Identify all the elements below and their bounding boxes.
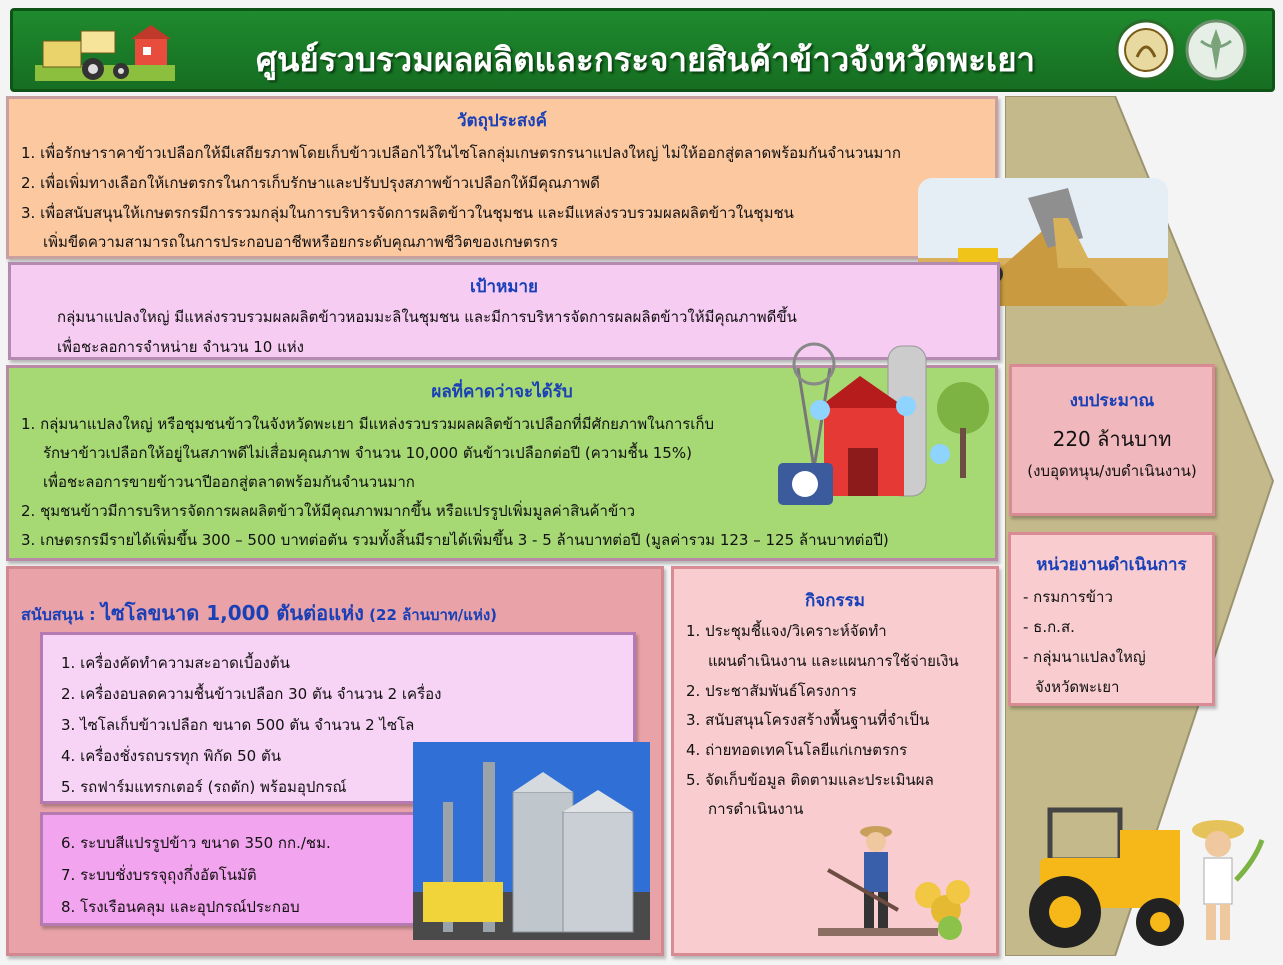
target-title: เป้าหมาย <box>469 277 539 297</box>
page-title: ศูนย์รวบรวมผลผลิตและกระจายสินค้าข้าวจังหวัดพะเยา <box>255 40 1036 79</box>
support-prefix: สนับสนุน : <box>21 605 102 624</box>
activity-item: การดำเนินงาน <box>708 800 804 818</box>
header-banner <box>10 8 1275 92</box>
expected-line: เพื่อชะลอการขายข้าวนาปีออกสู่ตลาดพร้อมกันจำนวนมาก <box>43 473 415 491</box>
objectives-panel <box>6 96 998 259</box>
objective-line: 1. เพื่อรักษาราคาข้าวเปลือกให้มีเสถียรภาพโดยเก็บข้าวเปลือกไว้ในไซโลกลุ่มเกษตรกรนาแปลงใหญ่ ไม่ให้ออกสู่ตลาดพร้อมกันจำนวนมาก <box>21 144 901 162</box>
ministry-seal-icon <box>1185 19 1247 81</box>
agency-item: - กรมการข้าว <box>1023 588 1113 606</box>
expected-title: ผลที่คาดว่าจะได้รับ <box>431 382 573 402</box>
activity-item: 3. สนับสนุนโครงสร้างพื้นฐานที่จำเป็น <box>686 711 930 729</box>
activities-title: กิจกรรม <box>804 591 865 611</box>
objective-line: 2. เพื่อเพิ่มทางเลือกให้เกษตรกรในการเก็บรักษาและปรับปรุงสภาพข้าวเปลือกให้มีคุณภาพดี <box>21 174 600 192</box>
support-heading <box>21 597 497 629</box>
support-item: 5. รถฟาร์มแทรกเตอร์ (รถตัก) พร้อมอุปกรณ์ <box>61 778 347 796</box>
support-item: 6. ระบบสีแปรรูปข้าว ขนาด 350 กก./ชม. <box>61 834 331 852</box>
objective-line: เพิ่มขีดความสามารถในการประกอบอาชีพหรือยกระดับคุณภาพชีวิตของเกษตรกร <box>43 233 558 251</box>
expected-line: 2. ชุมชนข้าวมีการบริหารจัดการผลผลิตข้าวให้มีคุณภาพมากขึ้น หรือแปรรูปเพิ่มมูลค่าสินค้าข้าว <box>21 502 636 520</box>
farm-barn-illustration <box>778 338 993 510</box>
budget-amount: 220 ล้านบาท <box>1052 427 1172 451</box>
activity-item: 5. จัดเก็บข้อมูล ติดตามและประเมินผล <box>686 771 934 789</box>
target-line: กลุ่มนาแปลงใหญ่ มีแหล่งรวบรวมผลผลิตข้าวหอมมะลิในชุมชน และมีการบริหารจัดการผลผลิตข้าวให้มีคุณภาพดีขึ้น <box>57 308 797 326</box>
agency-item: จังหวัดพะเยา <box>1035 678 1120 696</box>
objectives-title: วัตถุประสงค์ <box>457 111 547 131</box>
activity-item: 2. ประชาสัมพันธ์โครงการ <box>686 682 857 700</box>
activity-item: แผนดำเนินงาน และแผนการใช้จ่ายเงิน <box>708 652 959 670</box>
agency-item: - ธ.ก.ส. <box>1023 618 1075 636</box>
rice-department-logo-icon <box>1115 19 1177 81</box>
objective-line: 3. เพื่อสนับสนุนให้เกษตรกรมีการรวมกลุ่มในการบริหารจัดการผลิตข้าวในชุมชน และมีแหล่งรวบรวมผลผลิตข้าวในชุมชน <box>21 204 794 222</box>
budget-title: งบประมาณ <box>1069 391 1155 411</box>
support-item: 3. ไซโลเก็บข้าวเปลือก ขนาด 500 ตัน จำนวน 2 ไซโล <box>61 716 415 734</box>
expected-line: 1. กลุ่มนาแปลงใหญ่ หรือชุมชนข้าวในจังหวัดพะเยา มีแหล่งรวบรวมผลผลิตข้าวเปลือกที่มีศักยภาพในการเก็บ <box>21 415 715 433</box>
support-list-b <box>40 812 450 926</box>
agencies-title: หน่วยงานดำเนินการ <box>1036 555 1187 575</box>
activity-item: 4. ถ่ายทอดเทคโนโลยีแก่เกษตรกร <box>686 741 908 759</box>
farmer-illustration <box>818 820 983 942</box>
support-item: 8. โรงเรือนคลุม และอุปกรณ์ประกอบ <box>61 898 300 916</box>
support-item: 7. ระบบชั่งบรรจุถุงกึ่งอัตโนมัติ <box>61 866 257 884</box>
expected-line: 3. เกษตรกรมีรายได้เพิ่มขึ้น 300 – 500 บาทต่อตัน รวมทั้งสิ้นมีรายได้เพิ่มขึ้น 3 - 5 ล้านบาทต่อปี (มูลค่ารวม 123 – 125 ล้านบาทต่อปี) <box>21 531 889 549</box>
activity-item: 1. ประชุมชี้แจง/วิเคราะห์จัดทำ <box>686 622 887 640</box>
support-suffix: (22 ล้านบาท/แห่ง) <box>363 606 498 624</box>
target-line: เพื่อชะลอการจำหน่าย จำนวน 10 แห่ง <box>57 338 305 356</box>
budget-note: (งบอุดหนุน/งบดำเนินงาน) <box>1027 462 1197 480</box>
expected-line: รักษาข้าวเปลือกให้อยู่ในสภาพดีไม่เสื่อมคุณภาพ จำนวน 10,000 ตันข้าวเปลือกต่อปี (ความชื้น 15%) <box>43 444 692 462</box>
support-item: 4. เครื่องชั่งรถบรรทุก พิกัด 50 ตัน <box>61 747 281 765</box>
tractor-farmer-illustration <box>1010 800 1268 950</box>
support-item: 1. เครื่องคัดทำความสะอาดเบื้องต้น <box>61 654 290 672</box>
budget-panel <box>1009 364 1215 516</box>
agency-item: - กลุ่มนาแปลงใหญ่ <box>1023 648 1146 666</box>
support-main: ไซโลขนาด 1,000 ตันต่อแห่ง <box>101 601 364 625</box>
agencies-panel <box>1008 532 1215 706</box>
silo-photo <box>413 742 650 940</box>
support-item: 2. เครื่องอบลดความชื้นข้าวเปลือก 30 ตัน จำนวน 2 เครื่อง <box>61 685 442 703</box>
